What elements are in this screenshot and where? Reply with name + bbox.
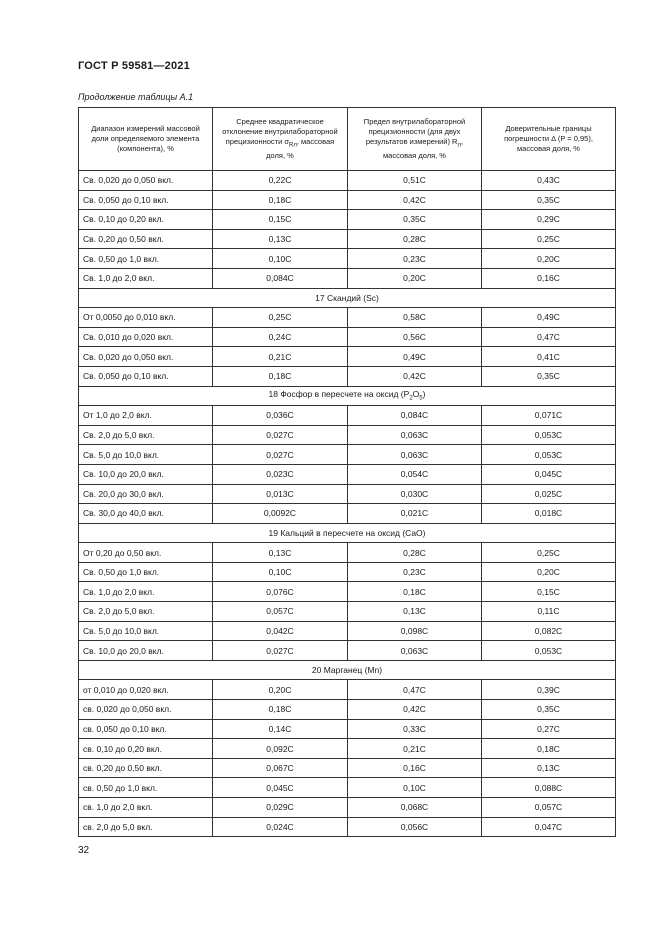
range-cell: Св. 5,0 до 10,0 вкл. xyxy=(79,445,213,465)
limit-cell: 0,10C xyxy=(348,778,482,798)
limit-cell: 0,13C xyxy=(348,602,482,622)
delta-cell: 0,18C xyxy=(482,739,616,759)
range-cell: От 1,0 до 2,0 вкл. xyxy=(79,406,213,426)
sigma-cell: 0,0092C xyxy=(213,504,348,524)
limit-cell: 0,054C xyxy=(348,464,482,484)
delta-cell: 0,20C xyxy=(482,562,616,582)
sigma-cell: 0,22C xyxy=(213,171,348,191)
column-header-limit-text: Предел внутрилабораторной прецизионности (для двух результатов измерений) R xyxy=(363,117,466,147)
data-table xyxy=(78,107,616,837)
limit-cell: 0,58C xyxy=(348,308,482,328)
sigma-cell: 0,14C xyxy=(213,719,348,739)
table-row xyxy=(79,680,616,700)
delta-cell: 0,071C xyxy=(482,406,616,426)
sigma-cell: 0,027C xyxy=(213,641,348,661)
limit-cell: 0,28C xyxy=(348,543,482,563)
limit-cell: 0,21C xyxy=(348,739,482,759)
table-row xyxy=(79,308,616,328)
sigma-cell: 0,067C xyxy=(213,758,348,778)
subscript-5: 5 xyxy=(419,396,423,403)
range-cell: Св. 0,010 до 0,020 вкл. xyxy=(79,327,213,347)
range-cell: Св. 0,050 до 0,10 вкл. xyxy=(79,366,213,386)
table-row xyxy=(79,504,616,524)
range-cell: Св. 0,50 до 1,0 вкл. xyxy=(79,562,213,582)
range-cell: Св. 0,050 до 0,10 вкл. xyxy=(79,190,213,210)
delta-cell: 0,053C xyxy=(482,445,616,465)
range-cell: св. 1,0 до 2,0 вкл. xyxy=(79,798,213,818)
limit-cell: 0,56C xyxy=(348,327,482,347)
table-row xyxy=(79,641,616,661)
delta-cell: 0,35C xyxy=(482,700,616,720)
group-title-phosphorus-text: 18 Фосфор в пересчете на оксид (P xyxy=(268,389,410,400)
sigma-cell: 0,076C xyxy=(213,582,348,602)
group-row-scandium xyxy=(79,288,616,308)
sigma-cell: 0,13C xyxy=(213,543,348,563)
limit-cell: 0,063C xyxy=(348,445,482,465)
group-title-scandium: 17 Скандий (Sc) xyxy=(79,288,616,308)
limit-cell: 0,42C xyxy=(348,190,482,210)
range-cell: Св. 30,0 до 40,0 вкл. xyxy=(79,504,213,524)
table-row xyxy=(79,268,616,288)
delta-cell: 0,41C xyxy=(482,347,616,367)
delta-cell: 0,018C xyxy=(482,504,616,524)
table-row xyxy=(79,406,616,426)
limit-cell: 0,49C xyxy=(348,347,482,367)
limit-cell: 0,51C xyxy=(348,171,482,191)
table-row xyxy=(79,758,616,778)
range-cell: св. 0,050 до 0,10 вкл. xyxy=(79,719,213,739)
sigma-cell: 0,18C xyxy=(213,700,348,720)
sigma-cell: 0,027C xyxy=(213,445,348,465)
range-cell: Св. 2,0 до 5,0 вкл. xyxy=(79,602,213,622)
group-title-manganese: 20 Марганец (Mn) xyxy=(79,660,616,680)
table-row xyxy=(79,719,616,739)
sigma-cell: 0,084C xyxy=(213,268,348,288)
page-number: 32 xyxy=(78,845,90,856)
table-row xyxy=(79,602,616,622)
table-header-row xyxy=(79,108,616,171)
sigma-cell: 0,042C xyxy=(213,621,348,641)
delta-cell: 0,053C xyxy=(482,641,616,661)
sigma-cell: 0,092C xyxy=(213,739,348,759)
range-cell: св. 2,0 до 5,0 вкл. xyxy=(79,817,213,837)
range-cell: Св. 20,0 до 30,0 вкл. xyxy=(79,484,213,504)
sigma-cell: 0,024C xyxy=(213,817,348,837)
limit-cell: 0,068C xyxy=(348,798,482,818)
delta-cell: 0,15C xyxy=(482,582,616,602)
table-row xyxy=(79,171,616,191)
limit-cell: 0,084C xyxy=(348,406,482,426)
limit-cell: 0,063C xyxy=(348,425,482,445)
table-caption: Продолжение таблицы А.1 xyxy=(78,92,194,102)
closing-paren: ) xyxy=(422,389,426,400)
sigma-cell: 0,023C xyxy=(213,464,348,484)
range-cell: От 0,0050 до 0,010 вкл. xyxy=(79,308,213,328)
range-cell: св. 0,020 до 0,050 вкл. xyxy=(79,700,213,720)
sigma-cell: 0,20C xyxy=(213,680,348,700)
range-cell: Св. 10,0 до 20,0 вкл. xyxy=(79,464,213,484)
sigma-cell: 0,029C xyxy=(213,798,348,818)
sigma-cell: 0,25C xyxy=(213,308,348,328)
limit-cell: 0,33C xyxy=(348,719,482,739)
table-row xyxy=(79,817,616,837)
sigma-cell: 0,18C xyxy=(213,190,348,210)
column-header-sigma-subscript: Rл xyxy=(289,142,297,149)
limit-cell: 0,063C xyxy=(348,641,482,661)
limit-cell: 0,23C xyxy=(348,562,482,582)
table-row xyxy=(79,425,616,445)
table-row xyxy=(79,445,616,465)
table-row xyxy=(79,366,616,386)
delta-cell: 0,29C xyxy=(482,210,616,230)
group-row-phosphorus xyxy=(79,386,616,406)
delta-cell: 0,35C xyxy=(482,190,616,210)
range-cell: Св. 1,0 до 2,0 вкл. xyxy=(79,582,213,602)
sigma-cell: 0,057C xyxy=(213,602,348,622)
limit-cell: 0,42C xyxy=(348,366,482,386)
sigma-cell: 0,027C xyxy=(213,425,348,445)
range-cell: Св. 2,0 до 5,0 вкл. xyxy=(79,425,213,445)
delta-cell: 0,057C xyxy=(482,798,616,818)
limit-cell: 0,098C xyxy=(348,621,482,641)
range-cell: от 0,010 до 0,020 вкл. xyxy=(79,680,213,700)
delta-cell: 0,39C xyxy=(482,680,616,700)
table-row xyxy=(79,798,616,818)
limit-cell: 0,056C xyxy=(348,817,482,837)
limit-cell: 0,42C xyxy=(348,700,482,720)
delta-cell: 0,49C xyxy=(482,308,616,328)
group-row-calcium xyxy=(79,523,616,543)
range-cell: Св. 0,50 до 1,0 вкл. xyxy=(79,249,213,269)
column-header-range: Диапазон измерений массовой доли определяемого элемента (компонента), % xyxy=(79,108,213,171)
range-cell: Св. 0,10 до 0,20 вкл. xyxy=(79,210,213,230)
delta-cell: 0,047C xyxy=(482,817,616,837)
table-row xyxy=(79,621,616,641)
range-cell: св. 0,10 до 0,20 вкл. xyxy=(79,739,213,759)
delta-cell: 0,47C xyxy=(482,327,616,347)
limit-cell: 0,28C xyxy=(348,229,482,249)
delta-cell: 0,43C xyxy=(482,171,616,191)
delta-cell: 0,27C xyxy=(482,719,616,739)
limit-cell: 0,021C xyxy=(348,504,482,524)
delta-cell: 0,20C xyxy=(482,249,616,269)
table-row xyxy=(79,582,616,602)
table-row xyxy=(79,327,616,347)
range-cell: От 0,20 до 0,50 вкл. xyxy=(79,543,213,563)
group-title-calcium: 19 Кальций в пересчете на оксид (CaO) xyxy=(79,523,616,543)
subscript-2: 2 xyxy=(409,396,413,403)
sigma-cell: 0,10C xyxy=(213,249,348,269)
oxygen-symbol: O xyxy=(412,389,420,400)
table-row xyxy=(79,229,616,249)
column-header-sigma xyxy=(213,108,348,171)
delta-cell: 0,11C xyxy=(482,602,616,622)
sigma-cell: 0,24C xyxy=(213,327,348,347)
table-row xyxy=(79,210,616,230)
range-cell: св. 0,50 до 1,0 вкл. xyxy=(79,778,213,798)
range-cell: Св. 0,020 до 0,050 вкл. xyxy=(79,347,213,367)
range-cell: св. 0,20 до 0,50 вкл. xyxy=(79,758,213,778)
column-header-delta: Доверительные границы погрешности Δ (P = 0,95), массовая доля, % xyxy=(482,108,616,171)
sigma-cell: 0,18C xyxy=(213,366,348,386)
column-header-sigma-text: Среднее квадратическое отклонение внутрилабораторной прецизионности σ xyxy=(222,117,338,147)
delta-cell: 0,35C xyxy=(482,366,616,386)
sigma-cell: 0,13C xyxy=(213,229,348,249)
delta-cell: 0,053C xyxy=(482,425,616,445)
sigma-cell: 0,013C xyxy=(213,484,348,504)
sigma-cell: 0,036C xyxy=(213,406,348,426)
table-row xyxy=(79,464,616,484)
column-header-limit-subscript: л xyxy=(457,142,461,149)
delta-cell: 0,25C xyxy=(482,229,616,249)
delta-cell: 0,088C xyxy=(482,778,616,798)
sigma-cell: 0,045C xyxy=(213,778,348,798)
sigma-cell: 0,21C xyxy=(213,347,348,367)
group-row-manganese xyxy=(79,660,616,680)
range-cell: Св. 5,0 до 10,0 вкл. xyxy=(79,621,213,641)
table-row xyxy=(79,562,616,582)
limit-cell: 0,20C xyxy=(348,268,482,288)
sigma-cell: 0,15C xyxy=(213,210,348,230)
group-title-phosphorus xyxy=(79,386,616,406)
table-row xyxy=(79,739,616,759)
sigma-cell: 0,10C xyxy=(213,562,348,582)
column-header-limit-suffix: , массовая доля, % xyxy=(383,137,464,160)
table-row xyxy=(79,249,616,269)
table-row xyxy=(79,700,616,720)
table-row xyxy=(79,484,616,504)
table-row xyxy=(79,347,616,367)
limit-cell: 0,23C xyxy=(348,249,482,269)
table-row xyxy=(79,778,616,798)
delta-cell: 0,25C xyxy=(482,543,616,563)
table-row xyxy=(79,543,616,563)
limit-cell: 0,16C xyxy=(348,758,482,778)
limit-cell: 0,35C xyxy=(348,210,482,230)
delta-cell: 0,13C xyxy=(482,758,616,778)
range-cell: Св. 10,0 до 20,0 вкл. xyxy=(79,641,213,661)
table-row xyxy=(79,190,616,210)
limit-cell: 0,030C xyxy=(348,484,482,504)
delta-cell: 0,025C xyxy=(482,484,616,504)
limit-cell: 0,47C xyxy=(348,680,482,700)
delta-cell: 0,045C xyxy=(482,464,616,484)
range-cell: Св. 0,20 до 0,50 вкл. xyxy=(79,229,213,249)
column-header-sigma-suffix: , массовая доля, % xyxy=(266,137,335,160)
delta-cell: 0,082C xyxy=(482,621,616,641)
delta-cell: 0,16C xyxy=(482,268,616,288)
column-header-limit xyxy=(348,108,482,171)
limit-cell: 0,18C xyxy=(348,582,482,602)
range-cell: Св. 1,0 до 2,0 вкл. xyxy=(79,268,213,288)
range-cell: Св. 0,020 до 0,050 вкл. xyxy=(79,171,213,191)
document-title: ГОСТ Р 59581—2021 xyxy=(78,60,190,72)
